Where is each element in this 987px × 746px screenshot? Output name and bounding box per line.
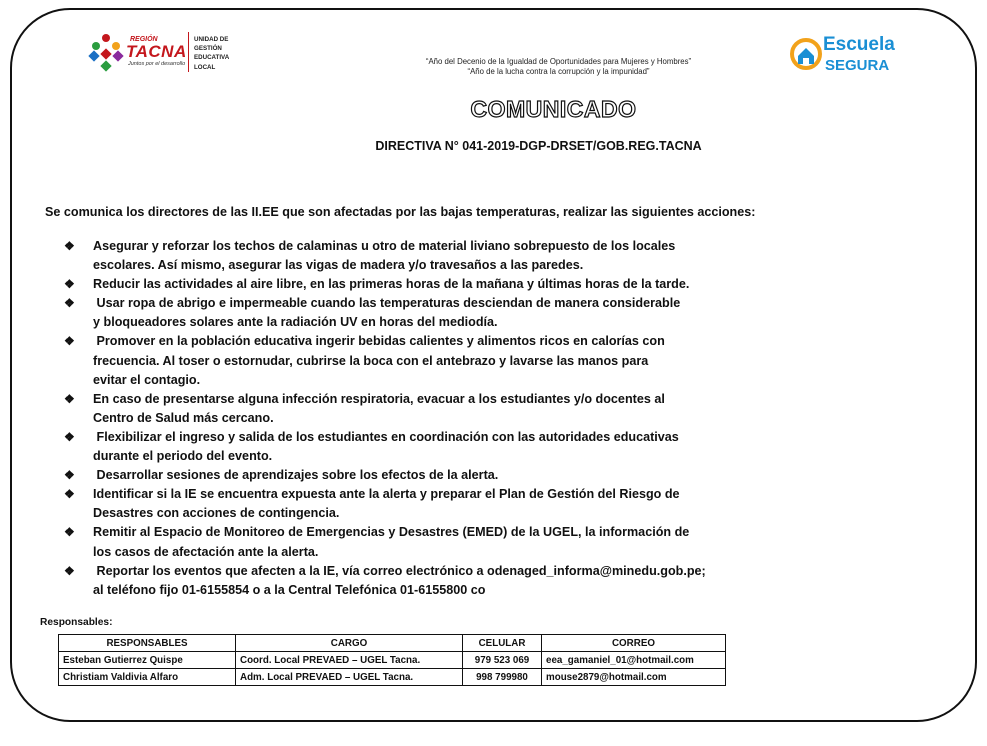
actions-list <box>64 237 824 600</box>
action-line: Reducir las actividades al aire libre, en las primeras horas de la mañana y últimas horas de la tarde. <box>93 277 690 292</box>
table-row <box>59 669 726 686</box>
diamond-bullet-icon: ❖ <box>64 277 75 292</box>
diamond-bullet-icon: ❖ <box>64 429 75 444</box>
action-item <box>64 485 824 523</box>
responsables-label: Responsables: <box>40 617 113 628</box>
document-title: COMUNICADO <box>470 96 637 122</box>
intro-paragraph: Se comunica los directores de las II.EE que son afectadas por las bajas temperaturas, realizar las siguientes acciones: <box>45 205 756 219</box>
responsable-email: eea_gamaniel_01@hotmail.com <box>542 652 726 669</box>
responsable-cargo: Adm. Local PREVAED – UGEL Tacna. <box>236 669 463 686</box>
escuela-text: Escuela <box>823 34 895 55</box>
school-shield-icon <box>790 36 822 76</box>
action-line: En caso de presentarse alguna infección respiratoria, evacuar a los estudiantes y/o docentes al <box>93 391 665 406</box>
col-header-cargo: CARGO <box>236 635 463 652</box>
segura-text: SEGURA <box>825 57 890 74</box>
diamond-bullet-icon: ❖ <box>64 487 75 502</box>
region-tagline: Juntos por el desarrollo <box>128 61 186 67</box>
responsable-name: Esteban Gutierrez Quispe <box>59 652 236 669</box>
action-item <box>64 466 824 485</box>
responsable-phone: 979 523 069 <box>463 652 542 669</box>
diamond-bullet-icon: ❖ <box>64 334 75 349</box>
responsable-cargo: Coord. Local PREVAED – UGEL Tacna. <box>236 652 463 669</box>
region-small-label: REGIÓN <box>130 36 158 43</box>
action-item <box>64 275 824 294</box>
diamond-bullet-icon: ❖ <box>64 525 75 540</box>
region-name: TACNA <box>126 42 187 61</box>
diamond-bullet-icon: ❖ <box>64 296 75 311</box>
action-line: Centro de Salud más cercano. <box>93 410 274 425</box>
col-header-celular: CELULAR <box>463 635 542 652</box>
action-line: Usar ropa de abrigo e impermeable cuando las temperaturas desciendan de manera considerable <box>93 296 681 311</box>
col-header-responsables: RESPONSABLES <box>59 635 236 652</box>
diamond-bullet-icon: ❖ <box>64 468 75 483</box>
action-line: Promover en la población educativa ingerir bebidas calientes y alimentos ricos en calorías con <box>93 334 665 349</box>
action-item <box>64 562 824 600</box>
table-row <box>59 652 726 669</box>
action-line: Remitir al Espacio de Monitoreo de Emergencias y Desastres (EMED) de la UGEL, la información de <box>93 525 690 540</box>
table-header-row <box>59 635 726 652</box>
action-line: frecuencia. Al toser o estornudar, cubrirse la boca con el antebrazo y lavarse las manos para <box>93 353 649 368</box>
diamond-bullet-icon: ❖ <box>64 563 75 578</box>
action-line: Desastres con acciones de contingencia. <box>93 506 340 521</box>
action-item <box>64 294 824 332</box>
action-item <box>64 332 824 389</box>
action-line: y bloqueadores solares ante la radiación UV en horas del mediodía. <box>93 315 498 330</box>
action-item <box>64 237 824 275</box>
action-line: Identificar si la IE se encuentra expuesta ante la alerta y preparar el Plan de Gestión del Riesgo de <box>93 487 680 502</box>
action-line: escolares. Así mismo, asegurar las vigas de madera y/o travesaños a las paredes. <box>93 258 584 273</box>
action-line: evitar el contagio. <box>93 372 201 387</box>
escuela-segura-logo <box>790 34 905 84</box>
action-line: al teléfono fijo 01-6155854 o a la Central Telefónica 01-6155800 co <box>93 582 486 597</box>
action-line: Flexibilizar el ingreso y salida de los estudiantes en coordinación con las autoridades educativas <box>93 429 679 444</box>
action-line: Desarrollar sesiones de aprendizajes sobre los efectos de la alerta. <box>93 468 499 483</box>
action-item <box>64 523 824 561</box>
directive-reference: DIRECTIVA N° 041-2019-DGP-DRSET/GOB.REG.TACNA <box>375 139 702 153</box>
motto-line-2: “Año de la lucha contra la corrupción y la impunidad” <box>467 67 650 76</box>
action-line: Asegurar y reforzar los techos de calaminas u otro de material liviano sobrepuesto de los locales <box>93 239 676 253</box>
responsables-table <box>58 634 726 686</box>
action-line: Reportar los eventos que afecten a la IE, vía correo electrónico a odenaged_informa@minedu.gob.pe; <box>93 563 706 578</box>
action-item <box>64 428 824 466</box>
diamond-bullet-icon: ❖ <box>64 239 75 253</box>
action-line: durante el periodo del evento. <box>93 449 273 464</box>
ugel-unit-label: UNIDAD DE GESTIÓN EDUCATIVA LOCAL <box>194 36 230 71</box>
action-item <box>64 390 824 428</box>
responsable-phone: 998 799980 <box>463 669 542 686</box>
action-line: los casos de afectación ante la alerta. <box>93 544 319 559</box>
responsable-name: Christiam Valdivia Alfaro <box>59 669 236 686</box>
motto-line-1: “Año del Decenio de la Igualdad de Oportunidades para Mujeres y Hombres” <box>425 57 692 66</box>
diamond-bullet-icon: ❖ <box>64 391 75 406</box>
responsable-email: mouse2879@hotmail.com <box>542 669 726 686</box>
col-header-correo: CORREO <box>542 635 726 652</box>
